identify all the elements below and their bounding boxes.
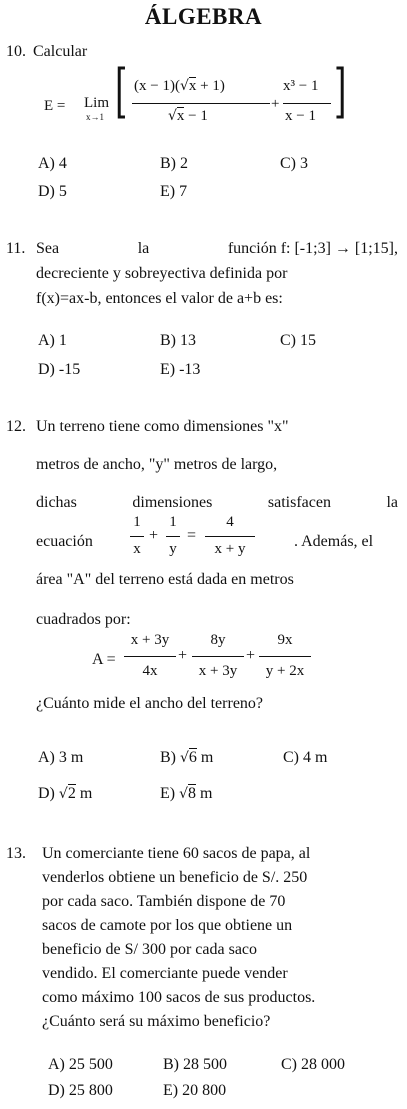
q10-option-b[interactable]: B) 2	[160, 155, 188, 172]
q11-option-e[interactable]: E) -13	[160, 361, 201, 378]
q10-instruction: Calcular	[33, 43, 88, 60]
page-title: ÁLGEBRA	[144, 4, 263, 29]
q12-a-plus-1: +	[178, 647, 188, 664]
q13-option-a[interactable]: A) 25 500	[48, 1056, 113, 1073]
q13-line: ¿Cuánto será su máximo beneficio?	[42, 1013, 271, 1030]
q12-option-d-label: D)	[38, 785, 55, 802]
q11-option-a[interactable]: A) 1	[38, 332, 67, 349]
q12-option-b-unit: m	[196, 749, 214, 766]
q13-number: 13.	[6, 845, 26, 862]
q10-frac2-numerator: x³ − 1	[283, 78, 319, 94]
q12-word: satisfacen	[267, 494, 331, 511]
q13-option-e[interactable]: E) 20 800	[163, 1082, 227, 1099]
q10-frac1-den-sqrt: x	[176, 108, 185, 124]
q10-frac1-denominator	[168, 108, 208, 125]
q11-word: función f: [-1;3] → [1;15],	[227, 240, 398, 257]
q12-option-b-radicand: 6	[188, 749, 197, 766]
q12-question: ¿Cuánto mide el ancho del terreno?	[36, 695, 264, 712]
q10-plus: +	[271, 96, 280, 112]
q12-a-f1-bar	[124, 656, 176, 657]
sqrt-icon: √	[180, 750, 189, 766]
q10-frac2-bar	[283, 103, 331, 104]
q12-line-2: metros de ancho, "y" metros de largo,	[36, 456, 278, 473]
q12-a-lhs: A =	[92, 651, 116, 668]
q13-line: por cada saco. También dispone de 70	[42, 893, 286, 910]
q12-line-3	[36, 494, 398, 512]
q12-a-f3-bar	[259, 656, 311, 657]
q12-a-f2-bar	[192, 656, 244, 657]
q10-frac1-numerator	[134, 78, 225, 95]
q10-option-c[interactable]: C) 3	[280, 155, 308, 172]
q12-option-e[interactable]	[160, 785, 212, 803]
q10-frac2-denominator: x − 1	[285, 108, 316, 124]
q12-eq-f3-bar	[205, 536, 255, 537]
q13-line: como máximo 100 sacos de sus productos.	[42, 989, 316, 1006]
q12-word: dimensiones	[132, 494, 213, 511]
q12-option-e-label: E)	[160, 785, 176, 802]
q11-option-b[interactable]: B) 13	[160, 332, 196, 349]
q13-line: venderlos obtiene un beneficio de S/. 250	[42, 869, 308, 886]
q10-option-d[interactable]: D) 5	[38, 183, 67, 200]
q10-left-bracket: [	[115, 57, 128, 125]
q10-option-a[interactable]: A) 4	[38, 155, 67, 172]
q11-word: la	[137, 240, 150, 257]
q12-option-b[interactable]	[160, 749, 213, 767]
q12-option-a[interactable]: A) 3 m	[38, 749, 84, 766]
q12-eq-f1-bar	[130, 536, 144, 537]
q12-eq-f3-den: x + y	[214, 541, 246, 557]
q11-number: 11.	[6, 240, 26, 257]
q11-option-c[interactable]: C) 15	[280, 332, 316, 349]
q12-option-d[interactable]	[38, 785, 92, 803]
q10-option-e[interactable]: E) 7	[160, 183, 188, 200]
q10-frac1-den-b: − 1	[184, 108, 208, 124]
sqrt-icon: √	[179, 78, 189, 94]
q12-eq-word: ecuación	[36, 533, 93, 550]
q12-a-f3-den: y + 2x	[265, 663, 305, 679]
q12-eq-tail: . Además, el	[294, 533, 374, 550]
q11-word: Sea	[36, 240, 60, 257]
q13-line: vendido. El comerciante puede vender	[42, 965, 288, 982]
q12-eq-equals: =	[187, 527, 197, 544]
q12-a-f1-den: 4x	[142, 663, 158, 679]
q11-line-2: decreciente y sobreyectiva definida por	[36, 265, 288, 282]
q10-frac1-num-b: + 1)	[196, 78, 225, 94]
q10-frac1-bar	[132, 103, 270, 104]
q11-option-d[interactable]: D) -15	[38, 361, 81, 378]
q10-lim: Lim	[84, 95, 109, 111]
q10-lhs: E =	[44, 98, 66, 114]
q12-option-d-unit: m	[75, 785, 93, 802]
q12-a-f2-num: 8y	[210, 632, 226, 648]
q12-eq-plus: +	[149, 527, 159, 544]
q12-a-plus-2: +	[246, 647, 256, 664]
q10-frac1-num-a: (x − 1)(	[134, 78, 180, 94]
sqrt-icon: √	[58, 786, 68, 802]
q11-line-3: f(x)=ax-b, entonces el valor de a+b es:	[36, 290, 283, 307]
sqrt-icon: √	[179, 786, 189, 802]
q12-eq-f1-num: 1	[133, 514, 141, 530]
q12-option-c[interactable]: C) 4 m	[283, 749, 328, 766]
q12-line-6: cuadrados por:	[36, 611, 131, 628]
q10-number: 10.	[6, 43, 26, 60]
q12-option-d-radicand: 2	[67, 785, 76, 802]
q12-option-b-label: B)	[160, 749, 176, 766]
q13-line: beneficio de S/ 300 por cada saco	[42, 941, 258, 958]
sqrt-icon: √	[168, 108, 177, 124]
q12-a-f2-den: x + 3y	[198, 663, 238, 679]
q12-word: dichas	[36, 494, 77, 511]
q12-eq-f2-num: 1	[169, 514, 177, 530]
q12-number: 12.	[6, 418, 26, 435]
q12-word: la	[386, 494, 398, 511]
q10-frac1-num-sqrt: x	[188, 78, 197, 94]
q13-line: Un comerciante tiene 60 sacos de papa, al	[42, 845, 311, 862]
q10-lim-sub: x→1	[86, 112, 104, 122]
q12-line-1: Un terreno tiene como dimensiones "x"	[36, 418, 289, 435]
q13-line: sacos de camote por los que obtiene un	[42, 917, 293, 934]
q13-option-b[interactable]: B) 28 500	[163, 1056, 227, 1073]
q12-eq-f2-den: y	[169, 541, 177, 557]
q12-line-5: área "A" del terreno está dada en metros	[36, 571, 294, 588]
q13-option-d[interactable]: D) 25 800	[48, 1082, 113, 1099]
q13-option-c[interactable]: C) 28 000	[281, 1056, 345, 1073]
q12-eq-f1-den: x	[133, 541, 141, 557]
q12-a-f1-num: x + 3y	[130, 632, 170, 648]
q12-a-f3-num: 9x	[277, 632, 293, 648]
q12-eq-f2-bar	[166, 536, 180, 537]
q10-right-bracket: ]	[334, 57, 347, 125]
q12-option-e-unit: m	[196, 785, 213, 802]
q12-option-e-radicand: 8	[188, 785, 197, 802]
q11-line-1	[36, 240, 398, 258]
q12-eq-f3-num: 4	[226, 514, 234, 530]
